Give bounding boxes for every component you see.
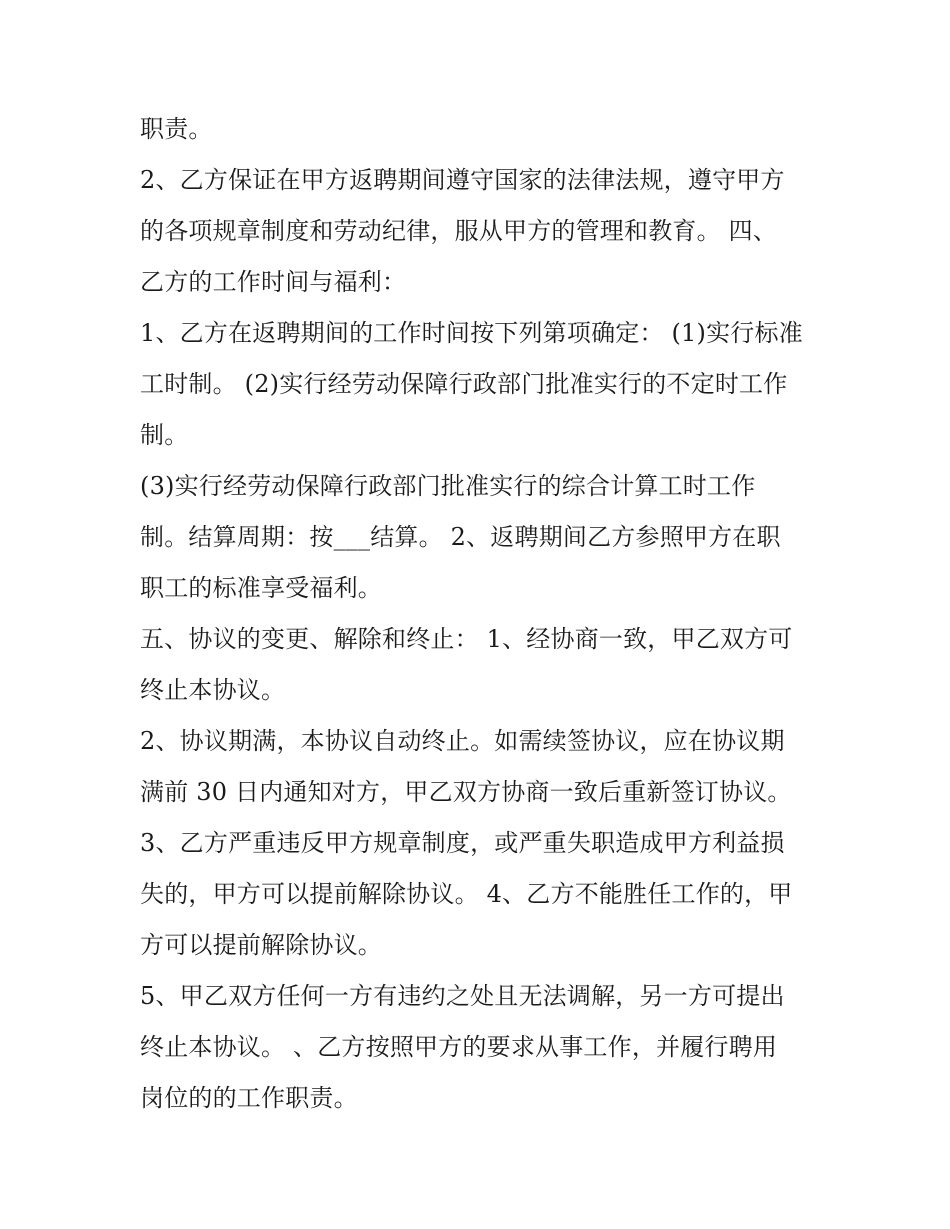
text-line: 1、乙方在返聘期间的工作时间按下列第项确定： (1)实行标准 [140,319,803,347]
text-line: (3)实行经劳动保障行政部门批准实行的综合计算工时工作 [140,472,756,500]
text-line: 五、协议的变更、解除和终止： 1、经协商一致，甲乙双方可 [140,625,793,653]
text-line: 终止本协议。 [140,676,286,704]
text-line: 3、乙方严重违反甲方规章制度，或严重失职造成甲方利益损 [140,829,785,857]
text-line: 2、协议期满，本协议自动终止。如需续签协议，应在协议期 [140,727,785,755]
text-line: 方可以提前解除协议。 [140,931,382,959]
text-line: 5、甲乙双方任何一方有违约之处且无法调解，另一方可提出 [140,982,785,1010]
text-line: 制。 [140,421,189,449]
text-line: 岗位的的工作职责。 [140,1084,358,1112]
text-line: 终止本协议。 、乙方按照甲方的要求从事工作，并履行聘用 [140,1033,778,1061]
text-line: 2、乙方保证在甲方返聘期间遵守国家的法律法规，遵守甲方 [140,166,785,194]
text-line: 职责。 [140,115,213,143]
text-line: 的各项规章制度和劳动纪律，服从甲方的管理和教育。 四、 [140,217,778,245]
text-line: 失的，甲方可以提前解除协议。 4、乙方不能胜任工作的，甲 [140,880,793,908]
text-line: 制。结算周期：按___结算。 2、返聘期间乙方参照甲方在职 [140,523,781,551]
text-line: 职工的标准享受福利。 [140,574,382,602]
text-line: 乙方的工作时间与福利： [140,268,407,296]
text-line: 工时制。 (2)实行经劳动保障行政部门批准实行的不定时工作 [140,370,788,398]
document-body [140,104,820,1124]
text-line: 满前 30 日内通知对方，甲乙双方协商一致后重新签订协议。 [140,778,792,806]
